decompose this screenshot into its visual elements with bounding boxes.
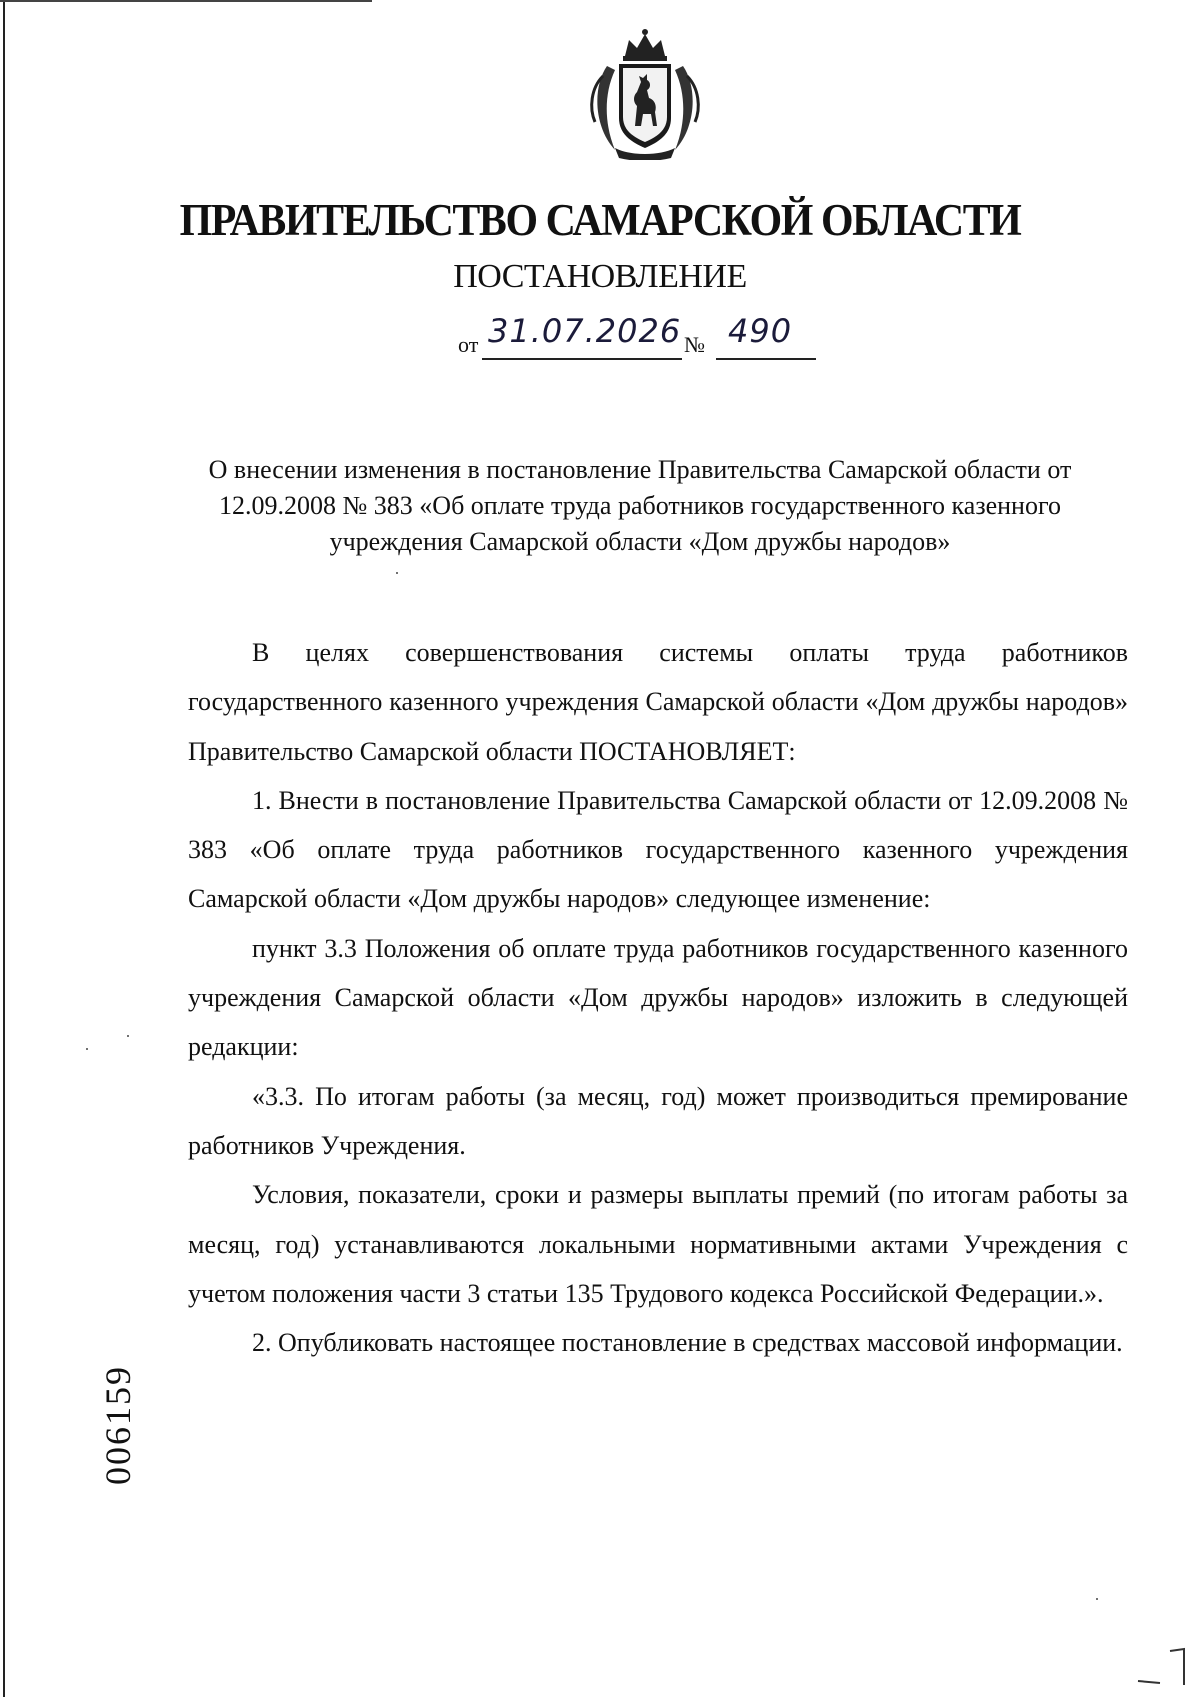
paragraph-conditions: Условия, показатели, сроки и размеры выплаты премий (по итогам работы за месяц, год) устанавливаются локальными нормативными актами Учреждения с учетом положения части 3 статьи 135 Трудового кодекса Российской Федерации.». bbox=[188, 1180, 1128, 1308]
document-body bbox=[188, 628, 1128, 1367]
handwritten-number: 490 bbox=[728, 312, 793, 350]
date-prefix: от bbox=[458, 332, 479, 357]
paragraph-amendment: пункт 3.3 Положения об оплате труда работников государственного казенного учреждения Самарской области «Дом дружбы народов» изложить в следующей редакции: bbox=[188, 933, 1128, 1062]
scan-speck bbox=[1096, 1598, 1098, 1600]
paragraph-quote-3-3: «3.3. По итогам работы (за месяц, год) может производиться премирование работников Учреждения. bbox=[188, 1081, 1128, 1160]
date-underline bbox=[482, 358, 682, 360]
government-title: ПРАВИТЕЛЬСТВО САМАРСКОЙ ОБЛАСТИ bbox=[179, 195, 1021, 245]
scan-speck bbox=[86, 1048, 88, 1050]
scan-speck bbox=[396, 572, 398, 574]
side-registration-number: 006159 bbox=[98, 1365, 138, 1485]
coat-of-arms-icon bbox=[585, 26, 705, 160]
handwritten-date: 31.07.2026 bbox=[488, 312, 682, 350]
scan-corner-mark bbox=[1136, 1647, 1186, 1687]
paragraph-item-1: 1. Внести в постановление Правительства Самарской области от 12.09.2008 № 383 «Об оплате труда работников государственного казенного учреждения Самарской области «Дом дружбы народов» следующее изменение: bbox=[188, 785, 1128, 914]
paragraph-preamble: В целях совершенствования системы оплаты труда работников государственного казенного учреждения Самарской области «Дом дружбы народов» Правительство Самарской области ПОСТАНОВЛЯЕТ: bbox=[188, 638, 1128, 766]
document-type: ПОСТАНОВЛЕНИЕ bbox=[453, 258, 747, 295]
document-subject: О внесении изменения в постановление Правительства Самарской области от 12.09.2008 № 383 «Об оплате труда работников государственного казенного учреждения Самарской области «Дом дружбы народов» bbox=[208, 455, 1072, 556]
scan-speck bbox=[127, 1035, 129, 1037]
number-underline bbox=[716, 358, 816, 360]
scan-edge-top bbox=[0, 0, 372, 2]
paragraph-item-2: 2. Опубликовать настоящее постановление в средствах массовой информации. bbox=[252, 1328, 1123, 1358]
scan-edge-left bbox=[3, 0, 5, 1697]
number-prefix: № bbox=[684, 332, 705, 357]
